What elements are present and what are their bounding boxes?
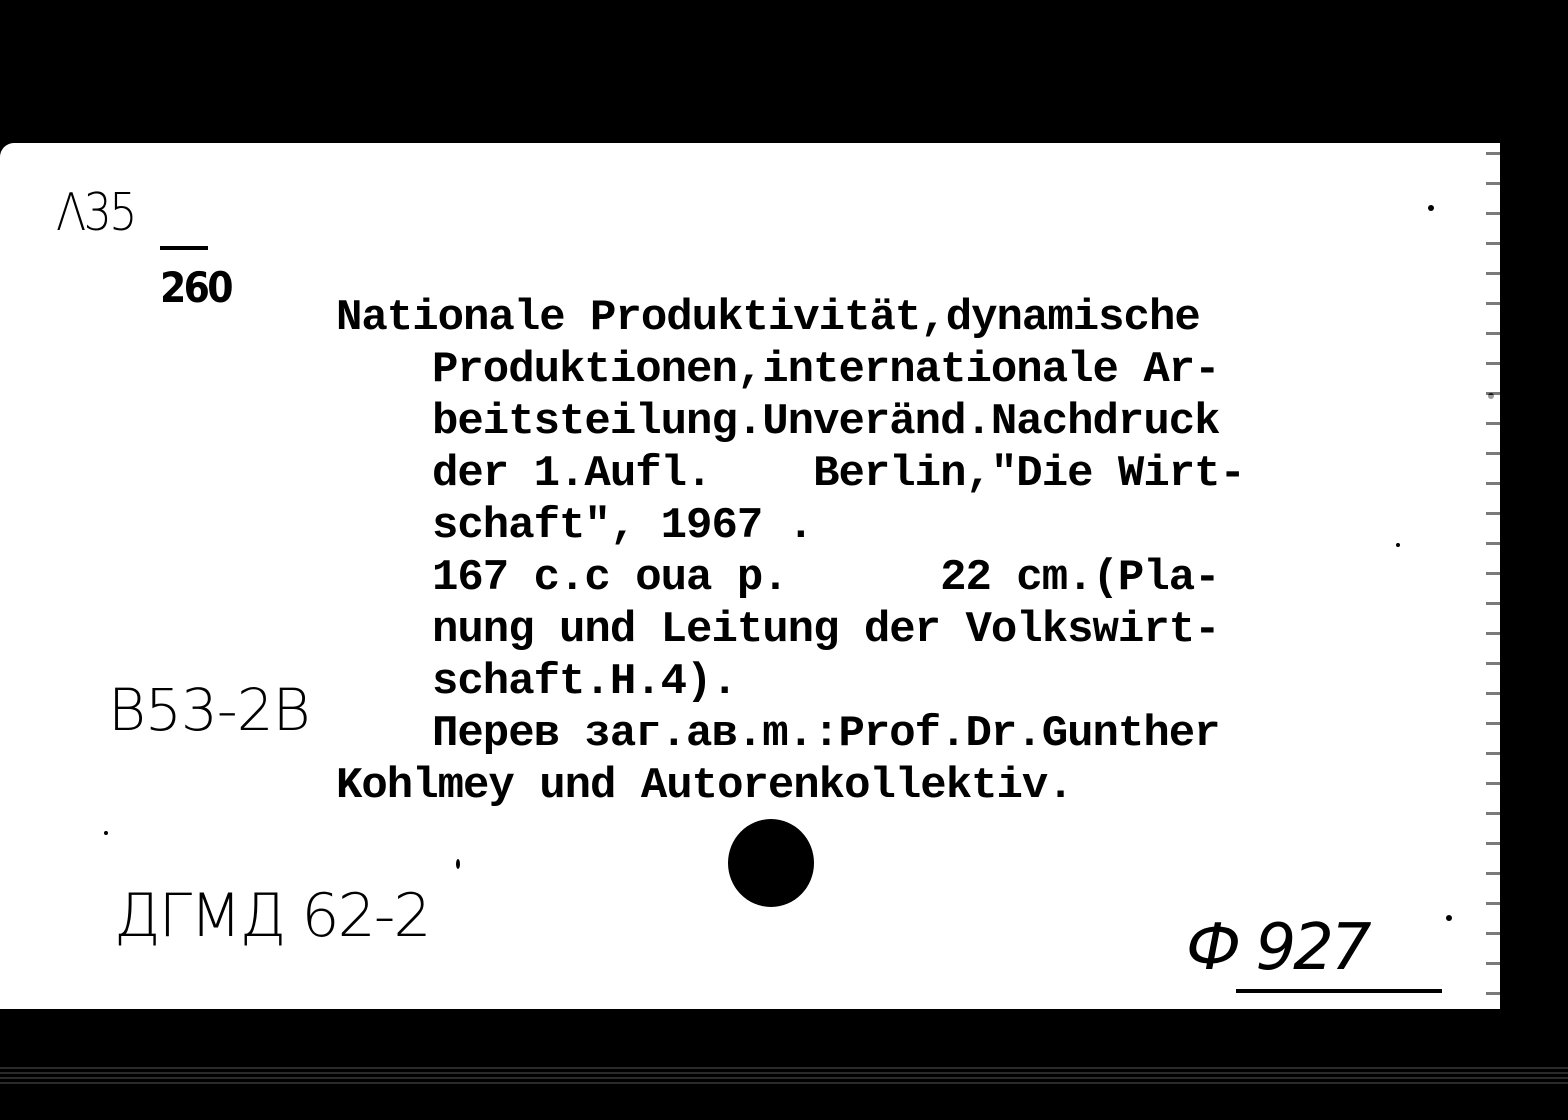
shelf-mark: Λ35: [56, 183, 135, 243]
series-line-2: schaft.H.4).: [432, 657, 737, 707]
handwritten-code: ДГМД 62-2: [114, 881, 430, 951]
speck: [1446, 915, 1452, 921]
series-line-1: nung und Leitung der Volkswirt-: [432, 605, 1220, 655]
speck: [104, 831, 108, 835]
note-line-2: Kohlmey und Autorenkollektiv.: [336, 761, 1073, 811]
catalog-card: [0, 143, 1500, 1009]
title-line-5: schaft", 1967 .: [432, 501, 814, 551]
title-line-2: Produktionen,internationale Ar-: [432, 345, 1220, 395]
shelf-mark-sub: 260: [160, 263, 231, 312]
title-line-1: Nationale Produktivität,dynamische: [336, 293, 1200, 343]
title-line-4: der 1.Aufl. Berlin,"Die Wirt-: [432, 449, 1245, 499]
handwritten-number-underline: [1236, 989, 1442, 993]
scan-band: [0, 1064, 1568, 1086]
collation-line-1: 167 c.c oua p. 22 cm.(Pla-: [432, 553, 1220, 603]
speck: [456, 859, 460, 869]
classification-code: B53-2B: [108, 676, 310, 744]
punch-hole: [728, 819, 814, 907]
speck: [1428, 205, 1434, 211]
note-line-1: Перев заг.ав.m.:Prof.Dr.Gunther: [432, 709, 1220, 759]
speck: [1396, 543, 1400, 547]
title-line-3: beitsteilung.Unveränd.Nachdruck: [432, 397, 1220, 447]
card-edge: [1486, 143, 1500, 1009]
handwritten-number: Ф 927: [1186, 911, 1369, 985]
shelf-mark-underline: [160, 246, 208, 250]
